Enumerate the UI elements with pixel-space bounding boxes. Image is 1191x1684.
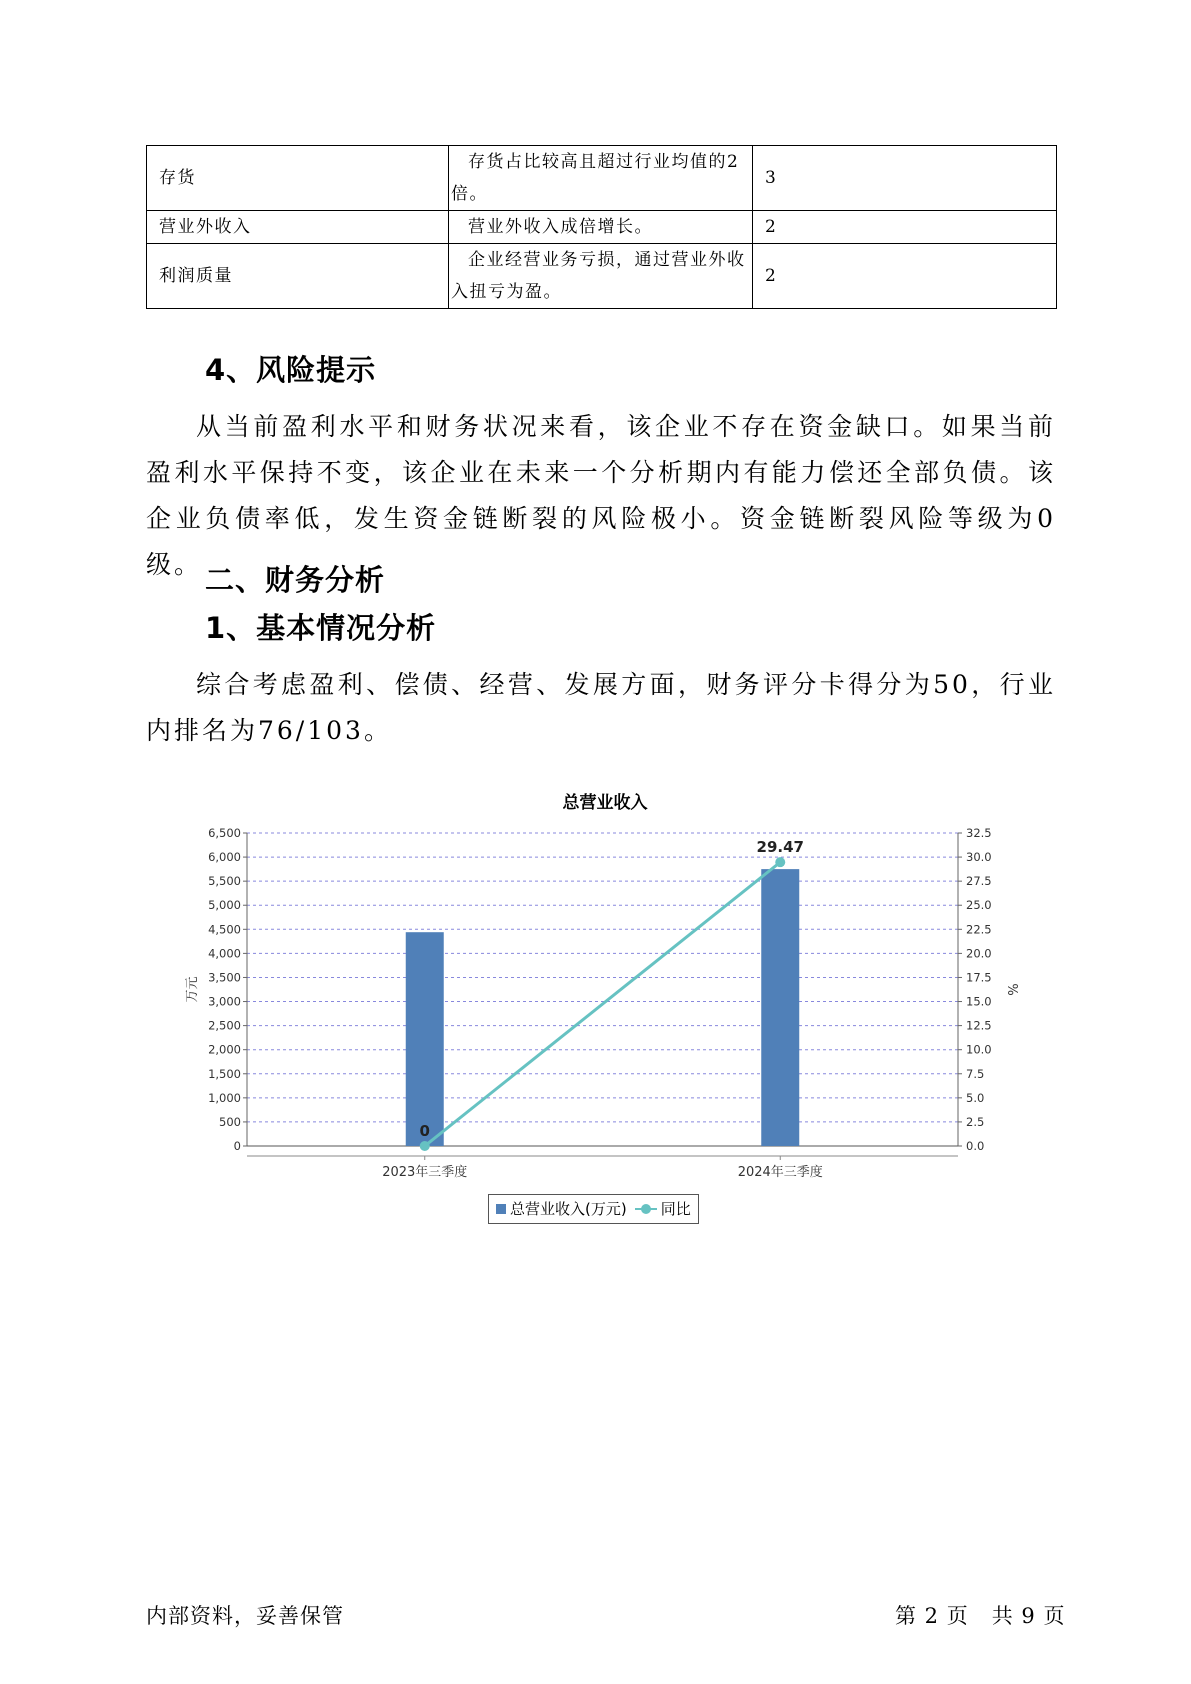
risk-score-cell: 2 bbox=[753, 244, 1057, 309]
y-tick-label: 0 bbox=[233, 1139, 241, 1153]
risk-paragraph: 从当前盈利水平和财务状况来看，该企业不存在资金缺口。如果当前盈利水平保持不变，该企业在未来一个分析期内有能力偿还全部负债。该企业负债率低，发生资金链断裂的风险极小。资金链断裂风险等级为0级。 bbox=[146, 412, 1056, 579]
y-tick-label: 3,000 bbox=[208, 994, 241, 1009]
basic-analysis-heading: 1、基本情况分析 bbox=[205, 611, 437, 645]
y-tick-label: 6,500 bbox=[208, 826, 241, 840]
y2-tick-label: 27.5 bbox=[966, 874, 992, 889]
revenue-bar bbox=[761, 869, 799, 1146]
x-tick-label: 2023年三季度 bbox=[382, 1165, 468, 1180]
y-tick-label: 2,500 bbox=[208, 1018, 241, 1033]
chart-title: 总营业收入 bbox=[562, 793, 648, 813]
risk-item-cell: 营业外收入 bbox=[147, 211, 449, 244]
yoy-point bbox=[420, 1141, 430, 1151]
risk-desc-cell: 企业经营业务亏损，通过营业外收入扭亏为盈。 bbox=[451, 250, 746, 302]
revenue-chart bbox=[180, 780, 1030, 1230]
chart-legend bbox=[488, 1194, 699, 1224]
y2-tick-label: 20.0 bbox=[966, 946, 992, 961]
footer-left: 内部资料，妥善保管 bbox=[146, 1604, 344, 1628]
risk-heading: 4、风险提示 bbox=[205, 353, 377, 387]
y-tick-label: 4,500 bbox=[208, 922, 241, 937]
table-row bbox=[147, 211, 1057, 244]
legend-line-label: 同比 bbox=[660, 1200, 691, 1218]
y-tick-label: 2,000 bbox=[208, 1042, 241, 1057]
y-tick-label: 3,500 bbox=[208, 970, 241, 985]
revenue-bar bbox=[406, 932, 444, 1146]
y2-tick-label: 7.5 bbox=[966, 1066, 985, 1081]
y2-tick-label: 0.0 bbox=[966, 1139, 985, 1153]
risk-desc-cell: 营业外收入成倍增长。 bbox=[468, 217, 653, 237]
risk-score-cell: 2 bbox=[753, 211, 1057, 244]
y2-tick-label: 5.0 bbox=[966, 1090, 985, 1105]
legend-line-swatch bbox=[635, 1208, 657, 1210]
y-tick-label: 5,500 bbox=[208, 874, 241, 889]
risk-item-cell: 存货 bbox=[147, 146, 449, 211]
table-row bbox=[147, 244, 1057, 309]
y2-tick-label: 2.5 bbox=[966, 1114, 985, 1129]
risk-score-cell: 3 bbox=[753, 146, 1057, 211]
risk-item-cell: 利润质量 bbox=[147, 244, 449, 309]
legend-bar-swatch bbox=[496, 1204, 506, 1214]
chart-plot bbox=[180, 780, 1030, 1230]
y-tick-label: 1,500 bbox=[208, 1066, 241, 1081]
y2-tick-label: 10.0 bbox=[966, 1042, 992, 1057]
table-row bbox=[147, 146, 1057, 211]
risk-desc-cell: 存货占比较高且超过行业均值的2倍。 bbox=[451, 152, 740, 204]
y-tick-label: 5,000 bbox=[208, 898, 241, 913]
y2-tick-label: 32.5 bbox=[966, 826, 992, 840]
y2-tick-label: 30.0 bbox=[966, 850, 992, 865]
y2-tick-label: 12.5 bbox=[966, 1018, 992, 1033]
y-axis-title: 万元 bbox=[185, 976, 200, 1003]
y2-tick-label: 17.5 bbox=[966, 970, 992, 985]
y2-axis-title: % bbox=[1004, 983, 1019, 996]
footer-page-number: 第 2 页 共 9 页 bbox=[895, 1604, 1066, 1628]
y-tick-label: 500 bbox=[219, 1114, 241, 1129]
risk-table bbox=[146, 145, 1057, 309]
legend-bar-label: 总营业收入(万元) bbox=[510, 1200, 627, 1218]
yoy-point bbox=[775, 857, 785, 867]
finance-heading: 二、财务分析 bbox=[205, 563, 386, 597]
y2-tick-label: 25.0 bbox=[966, 898, 992, 913]
x-tick-label: 2024年三季度 bbox=[737, 1165, 823, 1180]
yoy-data-label: 29.47 bbox=[756, 838, 804, 857]
y-tick-label: 4,000 bbox=[208, 946, 241, 961]
yoy-data-label: 0 bbox=[419, 1122, 430, 1140]
y-tick-label: 6,000 bbox=[208, 850, 241, 865]
basic-analysis-paragraph: 综合考虑盈利、偿债、经营、发展方面，财务评分卡得分为50，行业内排名为76/103。 bbox=[146, 670, 1056, 745]
y2-tick-label: 15.0 bbox=[966, 994, 992, 1009]
y-tick-label: 1,000 bbox=[208, 1090, 241, 1105]
y2-tick-label: 22.5 bbox=[966, 922, 992, 937]
